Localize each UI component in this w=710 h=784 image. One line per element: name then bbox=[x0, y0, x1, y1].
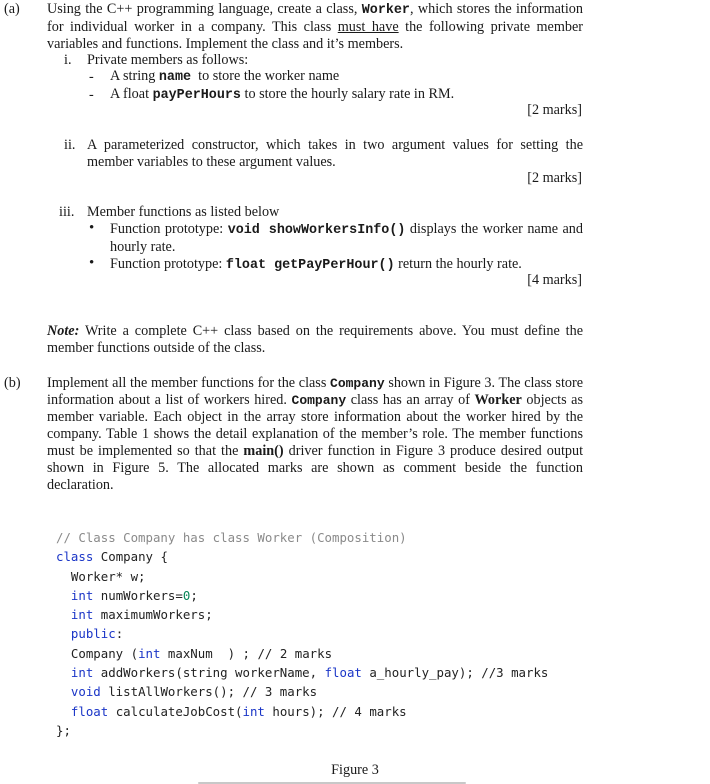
code-line-maxworkers: int maximumWorkers; bbox=[70, 607, 213, 623]
part-b-label: (b) bbox=[4, 375, 21, 391]
part-b-paragraph: Implement all the member functions for the class Company shown in Figure 3. The class store information about a list of workers hired. Company class has an array of Worker objects as member variable. Each object in the array store information about the worker hired by the company. Table 1 shows the detail explanation of the member’s role. The member functions must be implemented so that the main() driver function in Figure 3 produce desired output shown in Figure 5. The allocated marks are shown as comment beside the function declaration. bbox=[47, 375, 584, 493]
note-paragraph: Note: Write a complete C++ class based on the requirements above. You must define the member functions outside of the class. bbox=[47, 323, 583, 356]
private-member-pay: A float payPerHours to store the hourly salary rate in RM. bbox=[110, 86, 455, 103]
marks-ii: [2 marks] bbox=[527, 170, 582, 186]
code-line-jobcost: float calculateJobCost(int hours); // 4 marks bbox=[70, 703, 407, 719]
item-iii-text: Member functions as listed below bbox=[87, 204, 280, 220]
part-a-label: (a) bbox=[4, 1, 20, 17]
item-ii-text: A parameterized constructor, which takes in two argument values for setting the member variables to these argument values. bbox=[87, 137, 583, 170]
code-line-class: class Company { bbox=[56, 549, 168, 565]
code-line-close: }; bbox=[56, 722, 71, 738]
private-member-name: A string name to store the worker name bbox=[110, 68, 340, 85]
item-i-label: i. bbox=[64, 52, 72, 68]
code-line-comment: // Class Company has class Worker (Composition) bbox=[56, 530, 407, 545]
company-class-name: Company bbox=[330, 376, 385, 391]
must-have-underlined: must have bbox=[337, 19, 399, 35]
marks-i: [2 marks] bbox=[527, 102, 582, 118]
code-line-constructor: Company (int maxNum ) ; // 2 marks bbox=[70, 645, 333, 661]
code-line-public: public: bbox=[70, 626, 124, 642]
item-i-text: Private members as follows: bbox=[87, 52, 249, 68]
marks-iii: [4 marks] bbox=[527, 272, 582, 288]
worker-class-name: Worker bbox=[361, 3, 410, 18]
bullet-2: • bbox=[89, 255, 95, 271]
worker-bold: Worker bbox=[474, 392, 522, 408]
part-a-intro: Using the C++ programming language, create a class, Worker, which stores the information for individual worker in a company. This class must have the following private member variables and functions. Implement the class and it’s members. bbox=[47, 1, 583, 52]
dash-1: - bbox=[89, 69, 94, 85]
item-iii-label: iii. bbox=[59, 204, 75, 220]
function-show-workers-info: Function prototype: void showWorkersInfo() displays the worker name and hourly rate. bbox=[110, 221, 583, 255]
dash-2: - bbox=[89, 87, 94, 103]
bullet-1: • bbox=[89, 220, 95, 236]
code-line-addworkers: int addWorkers(string workerName, float a_hourly_pay); //3 marks bbox=[70, 665, 549, 681]
item-ii-label: ii. bbox=[64, 137, 76, 153]
code-line-numworkers: int numWorkers=0; bbox=[70, 587, 198, 603]
note-label: Note: bbox=[47, 323, 80, 339]
function-get-pay-per-hour: Function prototype: float getPayPerHour() return the hourly rate. bbox=[110, 256, 522, 273]
figure-caption: Figure 3 bbox=[331, 762, 379, 778]
code-line-listall: void listAllWorkers(); // 3 marks bbox=[70, 684, 318, 700]
code-line-worker-ptr: Worker* w; bbox=[70, 568, 146, 584]
code-listing bbox=[56, 528, 616, 740]
main-function: main() bbox=[243, 443, 284, 459]
